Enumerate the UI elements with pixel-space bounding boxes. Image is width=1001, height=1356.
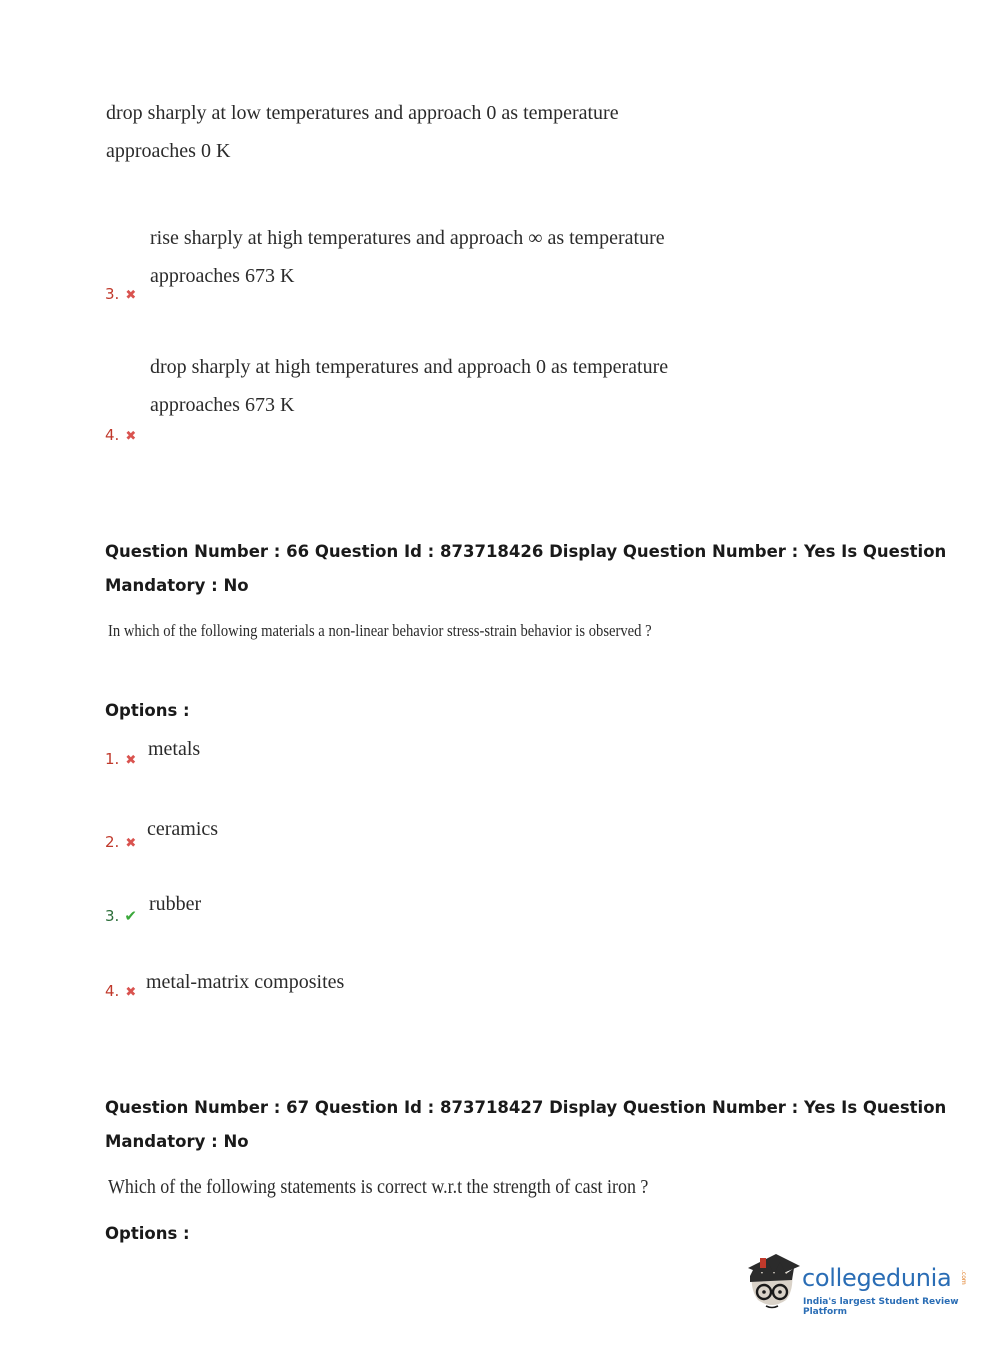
prev-option-4-line1: drop sharply at high temperatures and approach 0 as temperature — [150, 356, 669, 378]
wrong-icon: ✖ — [125, 429, 137, 444]
prev-option-3-marker — [105, 284, 136, 303]
q66-option-3-text: rubber — [149, 893, 202, 915]
prev-option-2-line2: approaches 0 K — [106, 140, 231, 162]
q67-header-line2: Mandatory : No — [105, 1132, 249, 1151]
q66-header-line2: Mandatory : No — [105, 576, 249, 595]
q66-option-3-marker — [105, 906, 137, 925]
q66-option-2-text: ceramics — [147, 818, 219, 840]
prev-option-2-text — [106, 94, 619, 170]
prev-option-3-line2: approaches 673 K — [150, 265, 295, 287]
wrong-icon: ✖ — [125, 985, 137, 1000]
prev-option-3-line1: rise sharply at high temperatures and approach ∞ as temperature — [150, 227, 665, 249]
logo-suffix: .com — [960, 1270, 967, 1285]
wrong-icon: ✖ — [125, 836, 137, 851]
q67-options-label: Options : — [105, 1224, 190, 1243]
q66-option-1-text: metals — [148, 738, 201, 760]
option-number: 4. — [105, 426, 120, 444]
mascot-icon — [742, 1250, 802, 1316]
q67-header — [105, 1091, 946, 1159]
option-number: 1. — [105, 750, 120, 768]
q66-header-line1: Question Number : 66 Question Id : 873718426 Display Question Number : Yes Is Question — [105, 542, 947, 561]
wrong-icon: ✖ — [125, 753, 137, 768]
q66-option-4-text: metal-matrix composites — [146, 971, 345, 993]
option-number: 2. — [105, 833, 120, 851]
q66-header — [105, 535, 946, 603]
q66-option-1-marker — [105, 749, 136, 768]
logo-name: collegedunia — [802, 1264, 952, 1292]
prev-option-2-line1: drop sharply at low temperatures and approach 0 as temperature — [106, 102, 619, 124]
q66-question-text: In which of the following materials a non-linear behavior stress-strain behavior is observed ? — [108, 621, 652, 640]
prev-option-3-text — [150, 219, 665, 295]
q66-option-4-marker — [105, 981, 136, 1000]
q67-header-line1: Question Number : 67 Question Id : 873718427 Display Question Number : Yes Is Question — [105, 1098, 947, 1117]
option-number: 4. — [105, 982, 120, 1000]
checkmark-icon: ✔ — [124, 907, 137, 925]
option-number: 3. — [105, 285, 120, 303]
prev-option-4-text — [150, 348, 668, 424]
q67-question-text: Which of the following statements is correct w.r.t the strength of cast iron ? — [108, 1177, 649, 1198]
logo-tagline: India's largest Student Review Platform — [803, 1297, 959, 1317]
option-number: 3. — [105, 907, 120, 925]
q66-options-label: Options : — [105, 701, 190, 720]
prev-option-4-line2: approaches 673 K — [150, 394, 295, 416]
q66-option-2-marker — [105, 832, 136, 851]
wrong-icon: ✖ — [125, 288, 137, 303]
prev-option-4-marker — [105, 425, 136, 444]
collegedunia-logo — [742, 1250, 972, 1320]
